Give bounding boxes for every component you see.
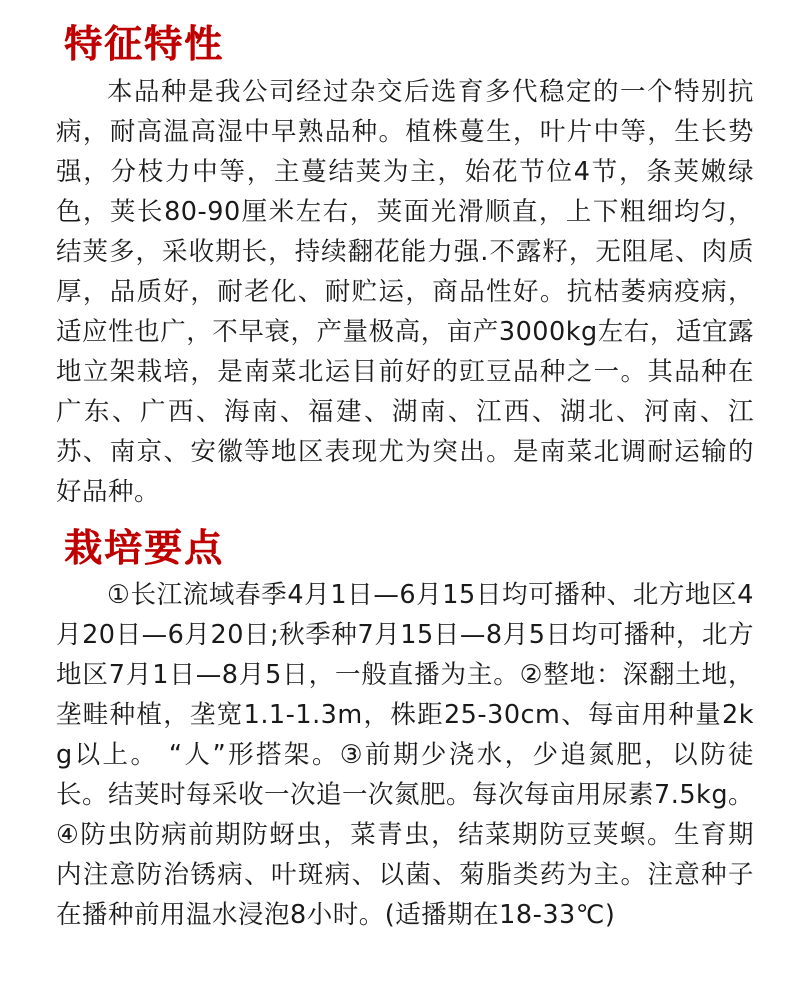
section-paragraph-features: 本品种是我公司经过杂交后选育多代稳定的一个特别抗病，耐高温高湿中早熟品种。植株蔓生，叶片中等，生长势强，分枝力中等，主蔓结荚为主，始花节位4节，条荚嫩绿色，荚长80-90厘米左右，荚面光滑顺直，上下粗细均匀，结荚多，采收期长，持续翻花能力强.不露籽，无阻尾、肉质厚，品质好，耐老化、耐贮运，商品性好。抗枯萎病疫病，适应性也广，不早衰，产量极高，亩产3000kg左右，适宜露地立架栽培，是南菜北运目前好的豇豆品种之一。其品种在广东、广西、海南、福建、湖南、江西、湖北、河南、江苏、南京、安徽等地区表现尤为突出。是南菜北调耐运输的好品种。	[56, 76, 754, 507]
section-heading-cultivation: 栽培要点	[64, 524, 225, 570]
section-heading-features: 特征特性	[64, 21, 225, 66]
section-paragraph-cultivation: ①长江流域春季4月1日—6月15日均可播种、北方地区4月20日—6月20日;秋季种7月15日—8月5日均可播种，北方地区7月1日—8月5日，一般直播为主。②整地：深翻土地，垄畦种植，垄宽1.1-1.3m，株距25-30cm、每亩用种量2kg以上。 “人”形搭架。③前期少浇水，少追氮肥，以防徒长。结荚时每采收一次追一次氮肥。每次每亩用尿素7.5kg。④防虫防病前期防蚜虫，菜青虫，结菜期防豆荚螟。生育期内注意防治锈病、叶斑病、以菌、菊脂类药为主。注意种子在播种前用温水浸泡8小时。(适播期在18-33℃)	[56, 580, 755, 931]
